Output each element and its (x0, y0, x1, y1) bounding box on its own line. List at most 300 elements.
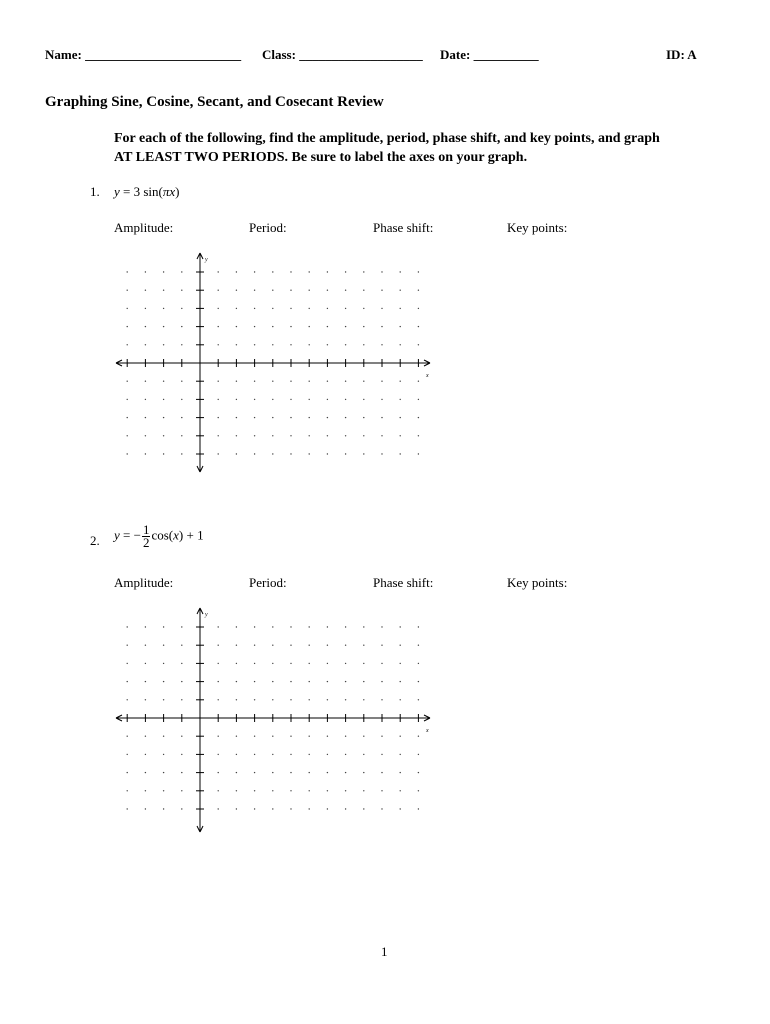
grid-dot (327, 626, 328, 627)
grid-dot (290, 344, 291, 345)
grid-dot (381, 344, 382, 345)
y-axis-label: y (205, 257, 208, 263)
grid-dot (400, 790, 401, 791)
grid-dot (290, 736, 291, 737)
grid-dot (127, 290, 128, 291)
grid-dot (236, 736, 237, 737)
grid-dot (290, 326, 291, 327)
grid-dot (363, 344, 364, 345)
grid-dot (309, 736, 310, 737)
key-points-label-2: Key points: (507, 575, 568, 590)
grid-dot (236, 645, 237, 646)
grid-dot (163, 290, 164, 291)
grid-dot (363, 681, 364, 682)
grid-dot (327, 290, 328, 291)
grid-dot (236, 344, 237, 345)
grid-dot (400, 663, 401, 664)
grid-dot (145, 808, 146, 809)
grid-dot (363, 645, 364, 646)
grid-dot (127, 699, 128, 700)
grid-dot (400, 626, 401, 627)
grid-dot (327, 754, 328, 755)
grid-dot (327, 399, 328, 400)
grid-dot (272, 290, 273, 291)
grid-dot (163, 663, 164, 664)
grid-dot (181, 772, 182, 773)
grid-dot (381, 453, 382, 454)
grid-dot (363, 772, 364, 773)
grid-dot (363, 435, 364, 436)
grid-dot (218, 453, 219, 454)
key-points-label-1: Key points: (507, 220, 568, 235)
grid-dot (254, 754, 255, 755)
grid-dot (418, 790, 419, 791)
grid-dot (290, 435, 291, 436)
grid-dot (127, 736, 128, 737)
grid-dot (290, 790, 291, 791)
id-label: ID: A (666, 47, 697, 62)
grid-dot (236, 308, 237, 309)
grid-dot (345, 399, 346, 400)
grid-dot (127, 435, 128, 436)
grid-dot (272, 326, 273, 327)
grid-dot (127, 772, 128, 773)
grid-dot (345, 435, 346, 436)
grid-dot (218, 417, 219, 418)
grid-dot (218, 663, 219, 664)
grid-dot (254, 417, 255, 418)
grid-dot (145, 435, 146, 436)
grid-dot (254, 681, 255, 682)
grid-dot (345, 754, 346, 755)
grid-dot (145, 271, 146, 272)
grid-dot (309, 344, 310, 345)
grid-dot (254, 326, 255, 327)
grid-dot (309, 772, 310, 773)
grid-dot (400, 271, 401, 272)
grid-dot (254, 790, 255, 791)
grid-dot (309, 290, 310, 291)
grid-dot (163, 453, 164, 454)
grid-dot (254, 435, 255, 436)
grid-dot (127, 399, 128, 400)
grid-dot (418, 308, 419, 309)
grid-dot (418, 663, 419, 664)
grid-dot (145, 453, 146, 454)
graph-grid-2 (108, 600, 438, 840)
grid-dot (181, 699, 182, 700)
grid-dot (163, 381, 164, 382)
period-label-2: Period: (249, 575, 287, 590)
grid-dot (272, 736, 273, 737)
period-label-1: Period: (249, 220, 287, 235)
grid-dot (218, 645, 219, 646)
grid-dot (254, 344, 255, 345)
grid-dot (145, 645, 146, 646)
grid-dot (163, 699, 164, 700)
grid-dot (290, 417, 291, 418)
grid-dot (400, 453, 401, 454)
grid-dot (363, 626, 364, 627)
grid-dot (218, 271, 219, 272)
grid-dot (345, 290, 346, 291)
grid-dot (309, 754, 310, 755)
phase-shift-label-1: Phase shift: (373, 220, 434, 235)
grid-dot (145, 772, 146, 773)
grid-dot (345, 736, 346, 737)
grid-dot (145, 699, 146, 700)
grid-dot (218, 308, 219, 309)
grid-dot (418, 772, 419, 773)
grid-dot (145, 754, 146, 755)
amplitude-label-2: Amplitude: (114, 575, 174, 590)
grid-dot (418, 453, 419, 454)
grid-dot (327, 326, 328, 327)
grid-dot (127, 808, 128, 809)
grid-dot (327, 271, 328, 272)
grid-dot (327, 772, 328, 773)
grid-dot (381, 681, 382, 682)
grid-dot (163, 681, 164, 682)
grid-dot (345, 790, 346, 791)
grid-dot (363, 790, 364, 791)
grid-dot (236, 699, 237, 700)
grid-dot (345, 645, 346, 646)
grid-dot (218, 772, 219, 773)
grid-dot (381, 326, 382, 327)
grid-dot (400, 808, 401, 809)
grid-dot (254, 772, 255, 773)
grid-dot (163, 645, 164, 646)
grid-dot (309, 308, 310, 309)
grid-dot (236, 772, 237, 773)
grid-dot (363, 271, 364, 272)
grid-dot (309, 699, 310, 700)
grid-dot (309, 790, 310, 791)
class-field: Class: ___________________ (262, 47, 423, 62)
grid-dot (181, 399, 182, 400)
grid-dot (218, 381, 219, 382)
fraction-one-half: $\frac{1}{2}$ (142, 522, 150, 550)
name-field: Name: ________________________ (45, 47, 242, 62)
problem-2-number: 2. (90, 533, 100, 548)
grid-dot (236, 663, 237, 664)
grid-dot (163, 326, 164, 327)
grid-dot (272, 626, 273, 627)
grid-dot (418, 808, 419, 809)
grid-dot (163, 435, 164, 436)
grid-dot (309, 808, 310, 809)
grid-dot (272, 344, 273, 345)
grid-dot (309, 435, 310, 436)
grid-dot (181, 271, 182, 272)
grid-dot (218, 790, 219, 791)
grid-dot (327, 699, 328, 700)
grid-dot (381, 435, 382, 436)
grid-dot (127, 754, 128, 755)
grid-dot (309, 681, 310, 682)
grid-dot (363, 417, 364, 418)
grid-dot (309, 399, 310, 400)
grid-dot (290, 399, 291, 400)
grid-dot (309, 453, 310, 454)
grid-dot (145, 399, 146, 400)
grid-dot (163, 308, 164, 309)
grid-dot (127, 790, 128, 791)
grid-dot (327, 681, 328, 682)
grid-dot (290, 290, 291, 291)
grid-dot (290, 772, 291, 773)
x-axis-label: x (426, 373, 429, 379)
grid-dot (272, 699, 273, 700)
grid-dot (181, 663, 182, 664)
grid-dot (254, 271, 255, 272)
grid-dot (272, 381, 273, 382)
grid-dot (345, 271, 346, 272)
grid-dot (327, 808, 328, 809)
grid-dot (272, 681, 273, 682)
grid-dot (345, 326, 346, 327)
grid-dot (181, 808, 182, 809)
grid-dot (290, 754, 291, 755)
grid-dot (254, 290, 255, 291)
grid-dot (254, 308, 255, 309)
grid-dot (272, 399, 273, 400)
grid-dot (236, 754, 237, 755)
grid-dot (127, 645, 128, 646)
phase-shift-label-2: Phase shift: (373, 575, 434, 590)
grid-dot (381, 626, 382, 627)
grid-dot (363, 308, 364, 309)
grid-dot (345, 772, 346, 773)
grid-dot (127, 626, 128, 627)
grid-dot (345, 626, 346, 627)
grid-dot (327, 417, 328, 418)
grid-dot (345, 699, 346, 700)
grid-dot (181, 754, 182, 755)
grid-dot (254, 399, 255, 400)
grid-dot (418, 736, 419, 737)
grid-dot (127, 344, 128, 345)
grid-dot (236, 326, 237, 327)
grid-dot (290, 699, 291, 700)
grid-dot (163, 417, 164, 418)
grid-dot (272, 308, 273, 309)
grid-dot (163, 736, 164, 737)
grid-dot (218, 699, 219, 700)
grid-dot (163, 808, 164, 809)
grid-dot (327, 790, 328, 791)
grid-dot (381, 290, 382, 291)
grid-dot (145, 326, 146, 327)
grid-dot (145, 344, 146, 345)
grid-dot (400, 381, 401, 382)
grid-dot (290, 271, 291, 272)
grid-dot (345, 308, 346, 309)
grid-dot (363, 399, 364, 400)
grid-dot (363, 663, 364, 664)
grid-dot (400, 699, 401, 700)
grid-dot (418, 681, 419, 682)
grid-dot (418, 399, 419, 400)
grid-dot (181, 645, 182, 646)
grid-dot (381, 399, 382, 400)
grid-dot (181, 435, 182, 436)
grid-dot (272, 271, 273, 272)
grid-dot (309, 326, 310, 327)
grid-dot (236, 399, 237, 400)
grid-dot (145, 663, 146, 664)
grid-dot (272, 772, 273, 773)
grid-dot (400, 399, 401, 400)
grid-dot (127, 417, 128, 418)
grid-dot (381, 754, 382, 755)
grid-dot (236, 808, 237, 809)
grid-dot (163, 626, 164, 627)
grid-dot (381, 699, 382, 700)
grid-dot (400, 754, 401, 755)
grid-dot (345, 417, 346, 418)
grid-dot (309, 271, 310, 272)
grid-dot (236, 453, 237, 454)
grid-dot (272, 645, 273, 646)
grid-dot (181, 681, 182, 682)
grid-dot (400, 290, 401, 291)
instructions-line-1: For each of the following, find the amplitude, period, phase shift, and key points, and graph (114, 131, 660, 146)
grid-dot (327, 308, 328, 309)
grid-dot (145, 790, 146, 791)
grid-dot (272, 790, 273, 791)
grid-dot (163, 271, 164, 272)
grid-dot (181, 344, 182, 345)
grid-dot (418, 417, 419, 418)
grid-dot (327, 381, 328, 382)
grid-dot (236, 417, 237, 418)
grid-dot (418, 326, 419, 327)
grid-dot (381, 663, 382, 664)
grid-dot (327, 645, 328, 646)
grid-dot (418, 435, 419, 436)
grid-dot (418, 344, 419, 345)
grid-dot (145, 626, 146, 627)
grid-dot (272, 453, 273, 454)
grid-dot (381, 308, 382, 309)
grid-dot (236, 381, 237, 382)
grid-dot (272, 663, 273, 664)
grid-dot (145, 736, 146, 737)
grid-dot (272, 808, 273, 809)
grid-dot (236, 435, 237, 436)
grid-dot (400, 326, 401, 327)
grid-dot (400, 681, 401, 682)
grid-dot (400, 772, 401, 773)
grid-dot (181, 308, 182, 309)
grid-dot (309, 417, 310, 418)
grid-dot (290, 626, 291, 627)
grid-dot (327, 344, 328, 345)
grid-dot (345, 681, 346, 682)
grid-dot (181, 790, 182, 791)
y-axis-label: y (205, 612, 208, 618)
grid-dot (418, 699, 419, 700)
grid-dot (327, 736, 328, 737)
grid-dot (327, 663, 328, 664)
date-field: Date: __________ (440, 47, 539, 62)
grid-dot (218, 754, 219, 755)
grid-dot (345, 453, 346, 454)
grid-dot (309, 626, 310, 627)
grid-dot (163, 772, 164, 773)
grid-dot (254, 699, 255, 700)
grid-dot (127, 681, 128, 682)
problem-2-equation: y = − $\frac{1}{2}$ cos(x) + 1 (114, 522, 204, 550)
grid-dot (381, 417, 382, 418)
grid-dot (400, 435, 401, 436)
grid-dot (309, 381, 310, 382)
page-title: Graphing Sine, Cosine, Secant, and Cosecant Review (45, 94, 384, 110)
grid-dot (218, 681, 219, 682)
amplitude-label-1: Amplitude: (114, 220, 174, 235)
grid-dot (145, 308, 146, 309)
grid-dot (363, 326, 364, 327)
grid-dot (218, 326, 219, 327)
problem-1-number: 1. (90, 184, 100, 199)
grid-dot (254, 626, 255, 627)
grid-dot (163, 344, 164, 345)
grid-dot (218, 344, 219, 345)
grid-dot (400, 645, 401, 646)
grid-dot (418, 645, 419, 646)
grid-dot (363, 290, 364, 291)
grid-dot (218, 435, 219, 436)
grid-dot (272, 435, 273, 436)
grid-dot (290, 645, 291, 646)
grid-dot (381, 645, 382, 646)
grid-dot (345, 344, 346, 345)
grid-dot (127, 308, 128, 309)
grid-dot (254, 381, 255, 382)
grid-dot (145, 417, 146, 418)
grid-dot (254, 645, 255, 646)
grid-dot (254, 663, 255, 664)
x-axis-label: x (426, 728, 429, 734)
grid-dot (345, 663, 346, 664)
problem-1-equation: y = 3 sin(πx) (114, 184, 180, 199)
grid-dot (363, 699, 364, 700)
grid-dot (163, 754, 164, 755)
grid-dot (218, 808, 219, 809)
grid-dot (218, 399, 219, 400)
grid-dot (418, 626, 419, 627)
grid-dot (327, 435, 328, 436)
grid-dot (400, 417, 401, 418)
grid-dot (145, 290, 146, 291)
grid-dot (127, 453, 128, 454)
grid-dot (309, 663, 310, 664)
grid-dot (363, 736, 364, 737)
grid-dot (290, 808, 291, 809)
graph-grid-1 (108, 245, 438, 480)
grid-dot (381, 271, 382, 272)
grid-dot (181, 626, 182, 627)
grid-dot (218, 290, 219, 291)
grid-dot (381, 736, 382, 737)
grid-dot (181, 290, 182, 291)
grid-dot (363, 754, 364, 755)
grid-dot (236, 681, 237, 682)
grid-dot (218, 736, 219, 737)
grid-dot (181, 326, 182, 327)
